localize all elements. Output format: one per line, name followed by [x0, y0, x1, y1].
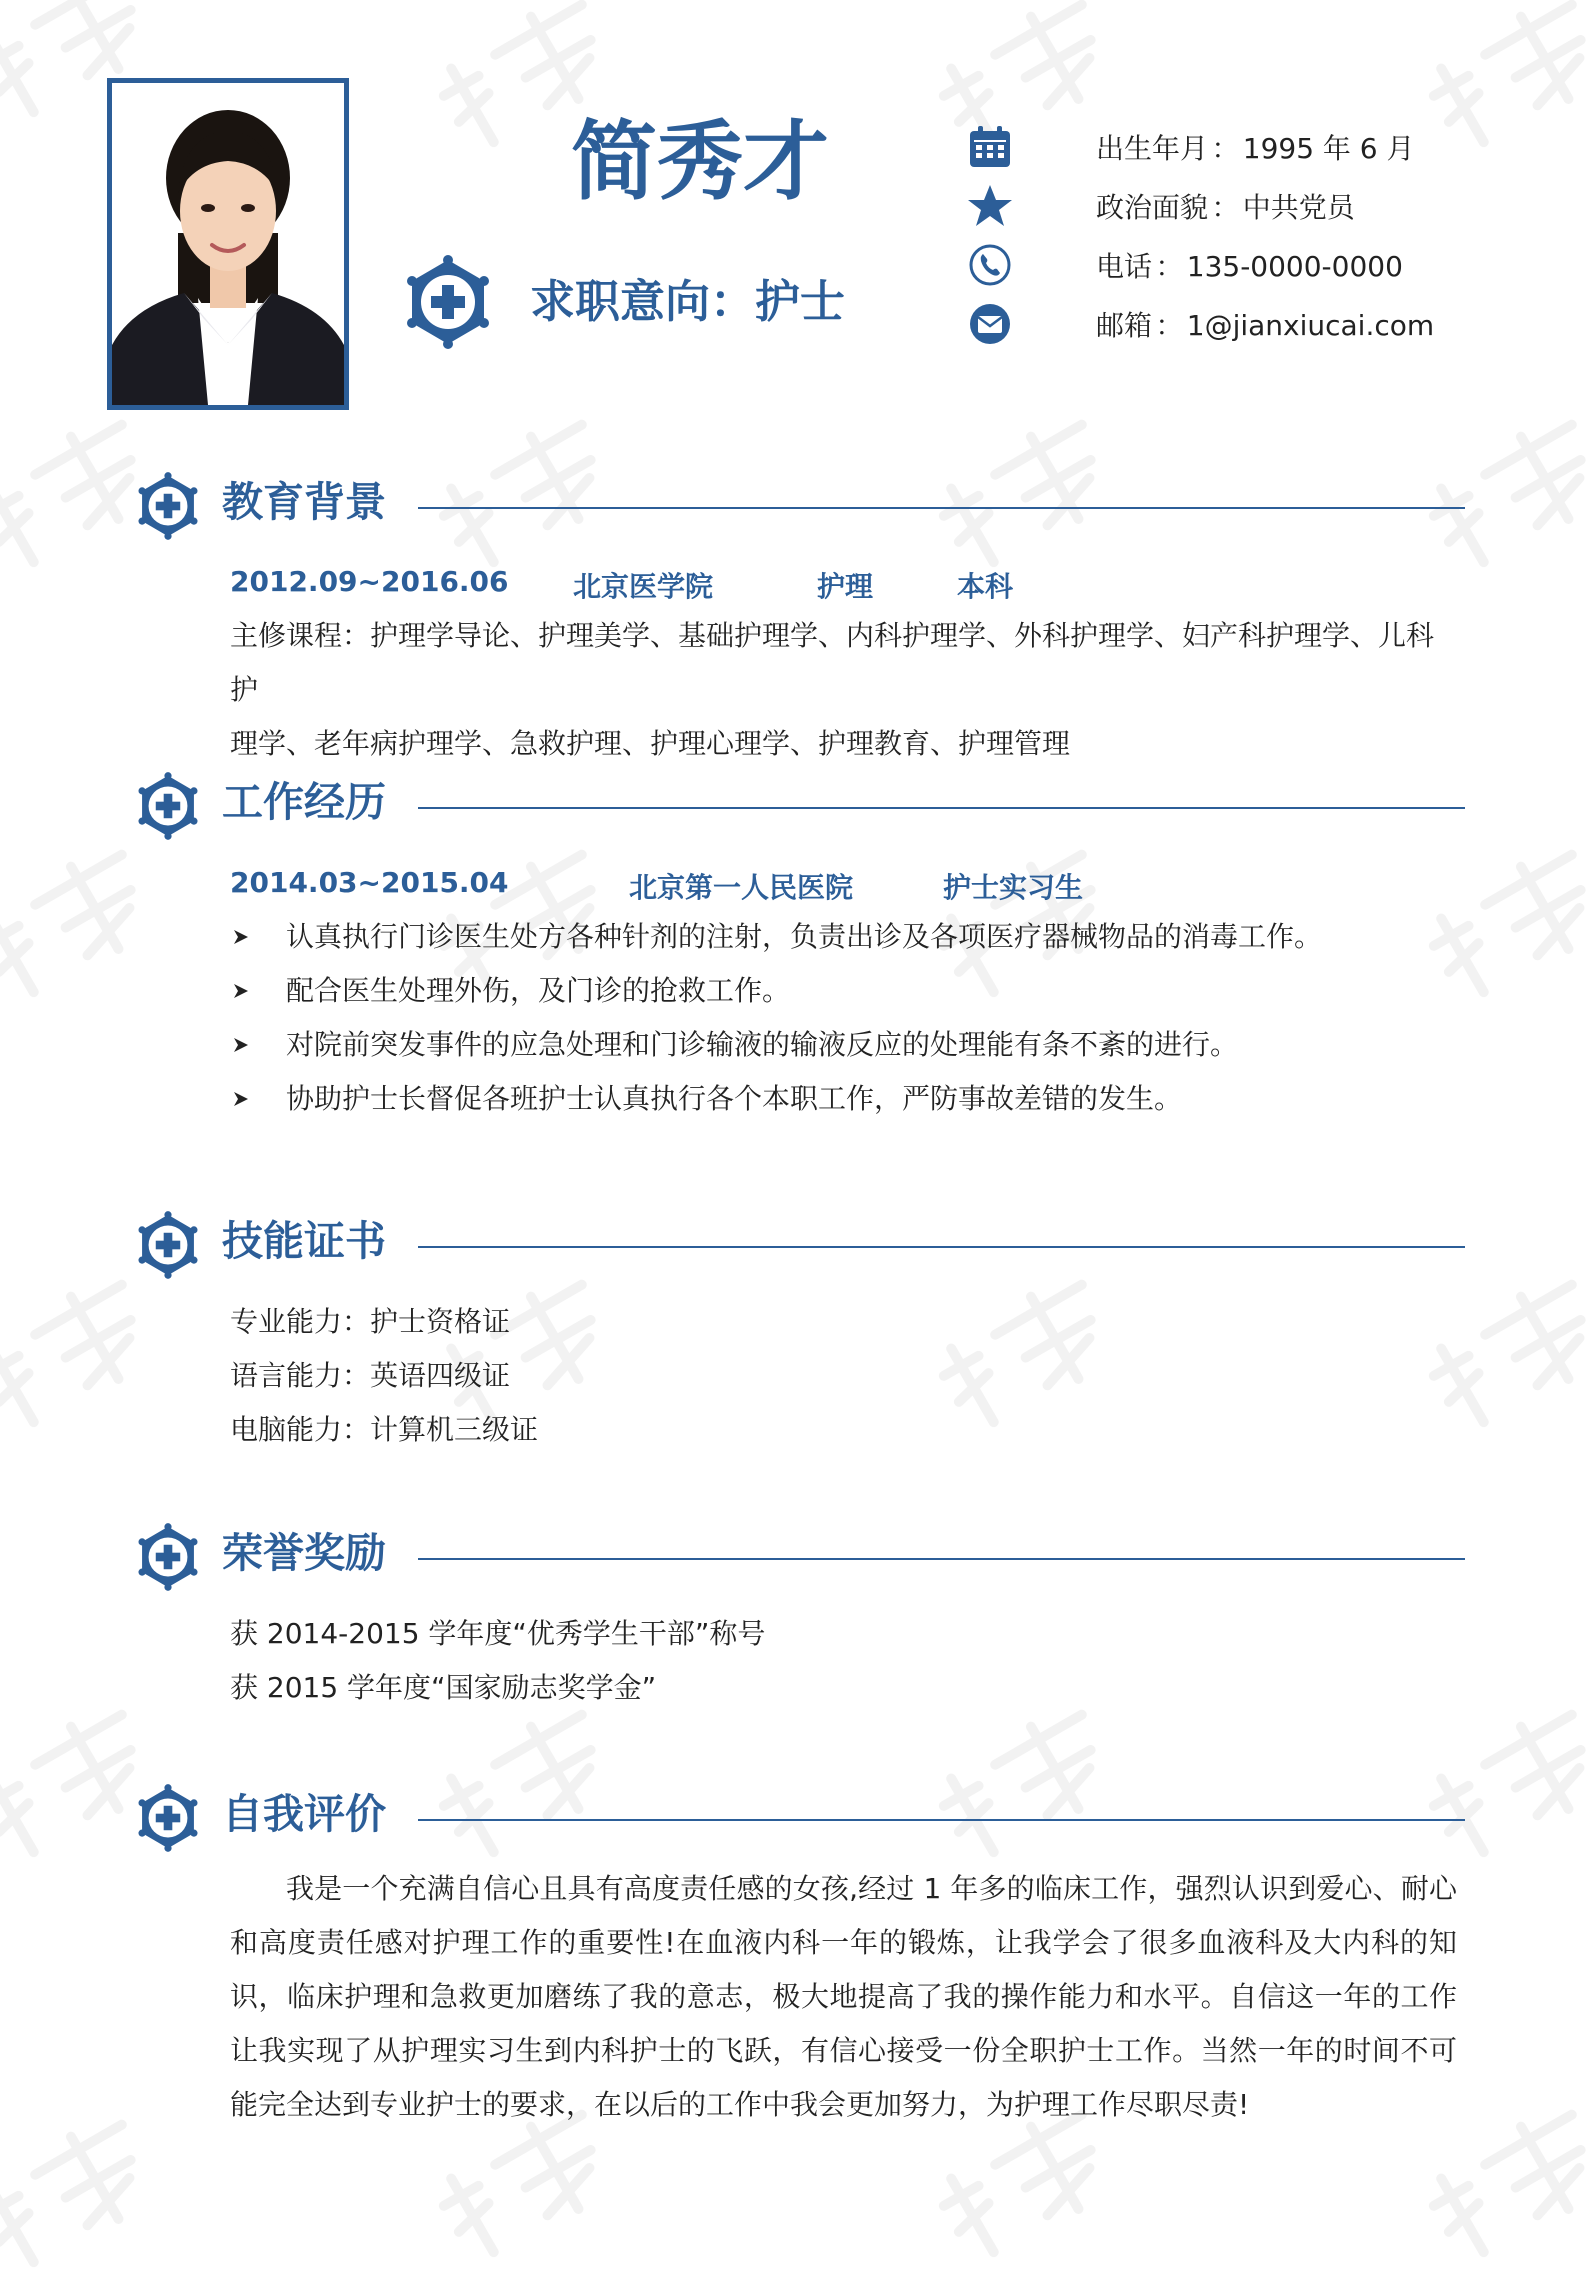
medical-cross-icon [132, 1521, 204, 1593]
calendar-icon [966, 123, 1014, 171]
education-meta [230, 555, 1457, 609]
section-title: 教育背景 [222, 478, 386, 526]
info-politics-text: 政治面貌 ： 中共党员 [1096, 191, 1355, 224]
section-header-work [0, 760, 1587, 840]
education-degree: 本科 [957, 570, 1014, 603]
education-major: 护理 [817, 570, 874, 603]
education-content [230, 555, 1457, 771]
work-content [230, 856, 1457, 1126]
self-eval-content [230, 1862, 1457, 2132]
watermark-logo [0, 827, 184, 1022]
section-divider [418, 1558, 1465, 1560]
education-school: 北京医学院 [573, 570, 714, 603]
watermark-logo [0, 1257, 184, 1452]
arrow-bullet-icon [232, 1018, 256, 1072]
work-period: 2014.03~2015.04 [230, 866, 509, 899]
info-phone-text: 电话 ： 135-0000-0000 [1096, 250, 1403, 283]
section-title: 工作经历 [222, 778, 386, 826]
list-item: 认真执行门诊医生处方各种针剂的注射，负责出诊及各项医疗器械物品的消毒工作。 [230, 910, 1457, 964]
star-icon [966, 182, 1014, 230]
job-objective [530, 272, 845, 332]
watermark-logo [0, 2097, 184, 2292]
section-header-skills [0, 1199, 1587, 1279]
section-header-self-eval [0, 1772, 1587, 1852]
self-eval-text: 我是一个充满自信心且具有高度责任感的女孩,经过 1 年多的临床工作，强烈认识到爱心、耐心和高度责任感对护理工作的重要性!在血液内科一年的锻炼，让我学会了很多血液科及大内科的知识，临床护理和急救更加磨练了我的意志，极大地提高了我的操作能力和水平。自信这一年的工作让我实现了从护理实习生到内科护士的飞跃，有信心接受一份全职护士工作。当然一年的时间不可能完全达到专业护士的要求，在以后的工作中我会更加努力，为护理工作尽职尽责! [230, 1872, 1457, 2121]
work-duties-list [230, 910, 1457, 1126]
section-divider [418, 807, 1465, 809]
honors-content [230, 1607, 1457, 1715]
skill-item: 专业能力：护士资格证 [230, 1305, 511, 1338]
objective-sep: ： [710, 275, 756, 328]
work-company: 北京第一人民医院 [629, 871, 854, 904]
medical-cross-icon [398, 252, 498, 352]
medical-cross-icon [132, 1209, 204, 1281]
section-divider [418, 507, 1465, 509]
avatar [112, 83, 344, 405]
list-item: 配合医生处理外伤，及门诊的抢救工作。 [230, 964, 1457, 1018]
arrow-bullet-icon [232, 964, 256, 1018]
info-birth [966, 122, 1415, 172]
work-position: 护士实习生 [943, 871, 1084, 904]
section-header-education [0, 460, 1587, 540]
info-phone [966, 240, 1403, 290]
skill-item: 语言能力：英语四级证 [230, 1359, 511, 1392]
section-divider [418, 1819, 1465, 1821]
list-item: 对院前突发事件的应急处理和门诊输液的输液反应的处理能有条不紊的进行。 [230, 1018, 1457, 1072]
mail-icon [966, 300, 1014, 348]
watermark-logo [1406, 0, 1587, 173]
skill-item: 电脑能力：计算机三级证 [230, 1413, 539, 1446]
objective-value: 护士 [755, 275, 846, 328]
education-courses-line2: 理学、老年病护理学、急救护理、护理心理学、护理教育、护理管理 [230, 727, 1071, 760]
medical-cross-icon [132, 470, 204, 542]
honor-item: 获 2014-2015 学年度“优秀学生干部”称号 [230, 1617, 766, 1650]
profile-photo [107, 78, 349, 410]
phone-icon [966, 241, 1014, 289]
education-period: 2012.09~2016.06 [230, 565, 509, 598]
education-courses-line1: 主修课程：护理学导论、护理美学、基础护理学、内科护理学、外科护理学、妇产科护理学、儿科护 [230, 619, 1435, 706]
objective-label: 求职意向 [530, 275, 711, 328]
info-politics [966, 181, 1355, 231]
section-title: 技能证书 [222, 1217, 386, 1265]
info-birth-text: 出生年月 ： 1995 年 6 月 [1096, 132, 1415, 165]
info-email [966, 299, 1434, 349]
list-item: 协助护士长督促各班护士认真执行各个本职工作，严防事故差错的发生。 [230, 1072, 1457, 1126]
section-divider [418, 1246, 1465, 1248]
honor-item: 获 2015 学年度“国家励志奖学金” [230, 1671, 657, 1704]
section-title: 荣誉奖励 [222, 1529, 386, 1577]
medical-cross-icon [132, 1782, 204, 1854]
section-header-honors [0, 1511, 1587, 1591]
section-title: 自我评价 [222, 1790, 386, 1838]
arrow-bullet-icon [232, 1072, 256, 1126]
arrow-bullet-icon [232, 910, 256, 964]
work-meta [230, 856, 1457, 910]
skills-content [230, 1295, 1457, 1457]
candidate-name: 简秀才 [571, 111, 829, 212]
info-email-text: 邮箱 ： 1@jianxiucai.com [1096, 309, 1435, 342]
medical-cross-icon [132, 770, 204, 842]
